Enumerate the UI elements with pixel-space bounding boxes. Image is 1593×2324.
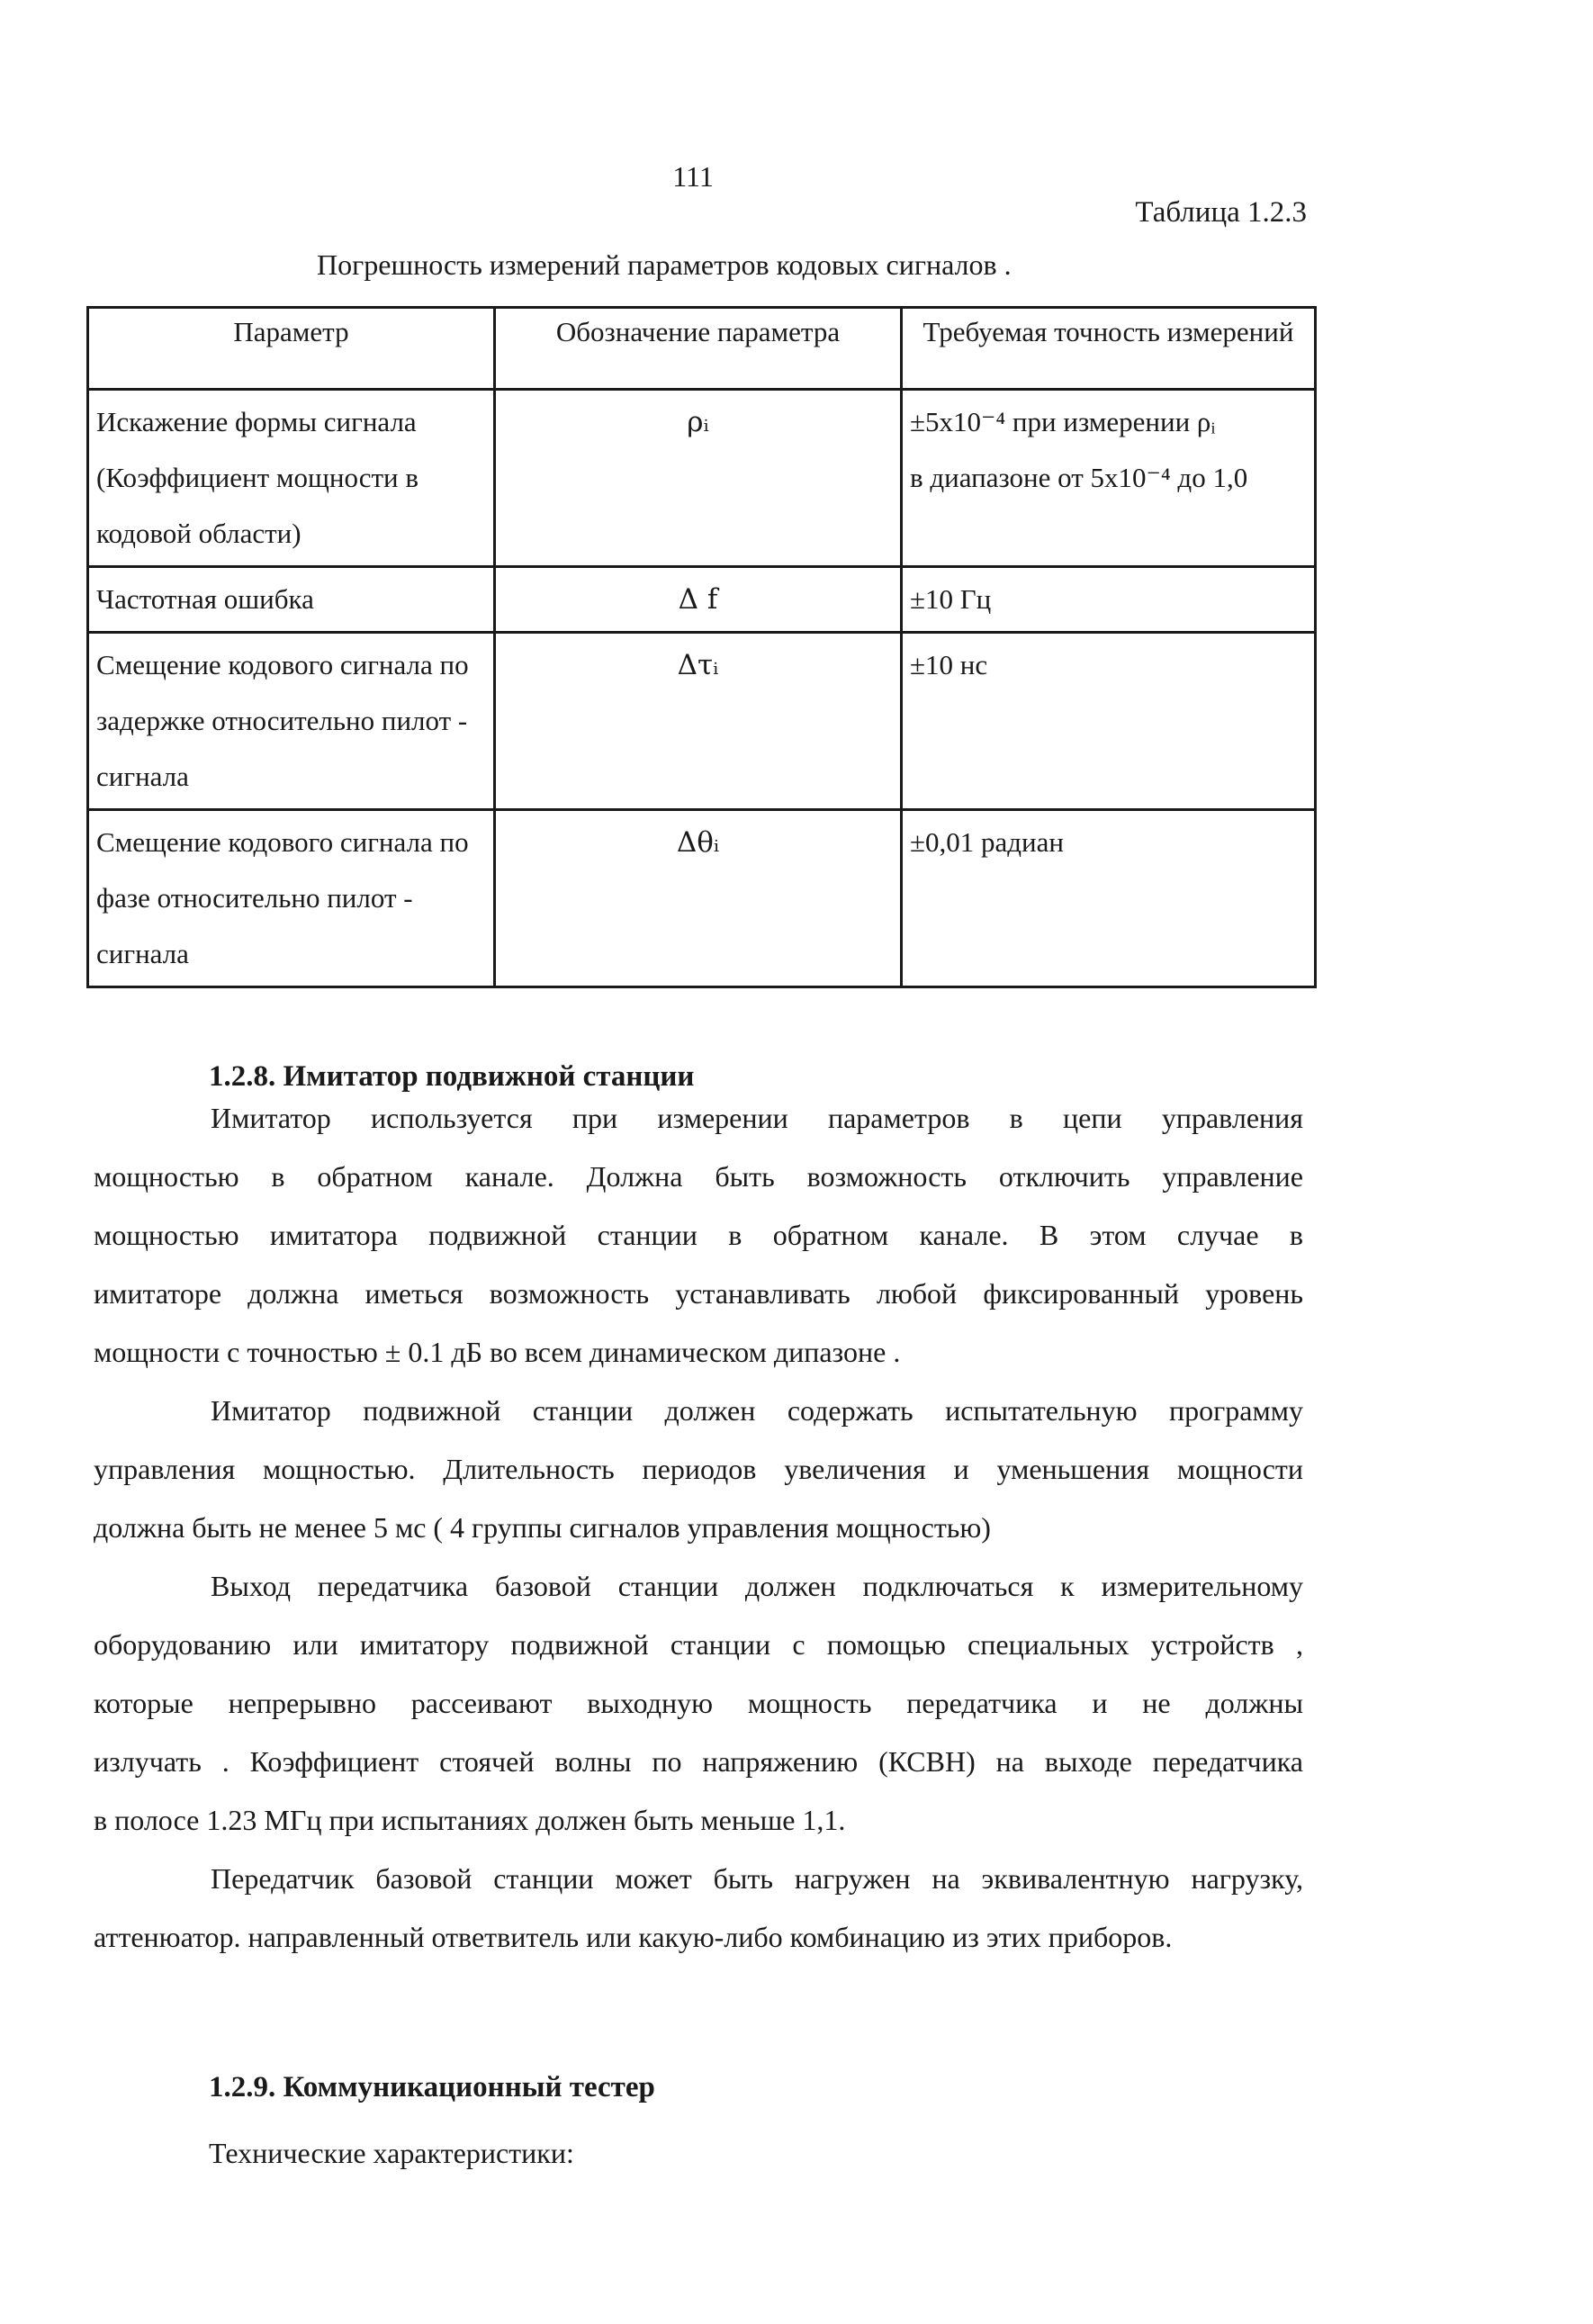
paragraph-line: управления мощностью. Длительность периодов увеличения и уменьшения мощности bbox=[94, 1453, 1303, 1485]
table-row bbox=[88, 810, 1316, 987]
accuracy-cell: ±0,01 радиан bbox=[902, 810, 1316, 987]
accuracy-cell: ±10 нс bbox=[902, 633, 1316, 810]
table-row bbox=[88, 633, 1316, 810]
param-cell: Смещение кодового сигнала по фазе относительно пилот - сигнала bbox=[88, 810, 495, 987]
table-caption: Погрешность измерений параметров кодовых сигналов . bbox=[317, 248, 1012, 281]
table-header-cell: Параметр bbox=[88, 308, 495, 390]
paragraph-line: должна быть не менее 5 мс ( 4 группы сигналов управления мощностью) bbox=[94, 1511, 991, 1544]
accuracy-line: в диапазоне от 5x10⁻⁴ до 1,0 bbox=[910, 462, 1248, 493]
paragraph-line: аттенюатор. направленный ответвитель или какую-либо комбинацию из этих приборов. bbox=[94, 1921, 1173, 1953]
paragraph-line: имитаторе должна иметься возможность устанавливать любой фиксированный уровень bbox=[94, 1277, 1303, 1310]
paragraph-line: мощностью в обратном канале. Должна быть возможность отключить управление bbox=[94, 1160, 1303, 1193]
table-header-cell: Требуемая точность измерений bbox=[902, 308, 1316, 390]
paragraph-line: мощностью имитатора подвижной станции в обратном канале. В этом случае в bbox=[94, 1219, 1303, 1251]
paragraph-line: Технические характеристики: bbox=[209, 2137, 574, 2169]
paragraph-line: Передатчик базовой станции может быть нагружен на эквивалентную нагрузку, bbox=[211, 1862, 1303, 1895]
param-cell: Частотная ошибка bbox=[88, 567, 495, 633]
paragraph bbox=[94, 1089, 1303, 1382]
paragraph bbox=[94, 1557, 1303, 1850]
paragraph-line: излучать . Коэффициент стоячей волны по напряжению (КСВН) на выходе передатчика bbox=[94, 1745, 1303, 1778]
paragraph-line: Имитатор используется при измерении параметров в цепи управления bbox=[211, 1102, 1303, 1134]
section-title-1-2-8: 1.2.8. Имитатор подвижной станции bbox=[209, 1060, 695, 1093]
accuracy-cell bbox=[902, 390, 1316, 567]
paragraph bbox=[209, 2124, 1019, 2183]
param-cell: Смещение кодового сигнала по задержке относительно пилот - сигнала bbox=[88, 633, 495, 810]
paragraph-line: в полосе 1.23 МГц при испытаниях должен быть меньше 1,1. bbox=[94, 1804, 846, 1836]
symbol-cell: ρᵢ bbox=[495, 390, 902, 567]
paragraph-line: которые непрерывно рассеивают выходную мощность передатчика и не должны bbox=[94, 1687, 1303, 1719]
paragraph bbox=[94, 1382, 1303, 1557]
paragraph-line: Имитатор подвижной станции должен содержать испытательную программу bbox=[211, 1394, 1303, 1427]
symbol-cell: Δτᵢ bbox=[495, 633, 902, 810]
accuracy-line: ±5x10⁻⁴ при измерении ρᵢ bbox=[910, 406, 1216, 437]
accuracy-cell: ±10 Гц bbox=[902, 567, 1316, 633]
paragraph bbox=[94, 1850, 1303, 1967]
symbol-cell: Δθᵢ bbox=[495, 810, 902, 987]
param-cell: Искажение формы сигнала (Коэффициент мощности в кодовой области) bbox=[88, 390, 495, 567]
paragraph-line: оборудованию или имитатору подвижной станции с помощью специальных устройств , bbox=[94, 1628, 1303, 1661]
page-number: 111 bbox=[672, 160, 714, 193]
table-row bbox=[88, 390, 1316, 567]
paragraph-line: Выход передатчика базовой станции должен подключаться к измерительному bbox=[211, 1570, 1303, 1602]
table-header-row bbox=[88, 308, 1316, 390]
symbol-cell: Δ f bbox=[495, 567, 902, 633]
accuracy-table bbox=[86, 306, 1317, 988]
section-title-1-2-9: 1.2.9. Коммуникационный тестер bbox=[209, 2071, 655, 2103]
table-row bbox=[88, 567, 1316, 633]
table-header-cell: Обозначение параметра bbox=[495, 308, 902, 390]
table-label: Таблица 1.2.3 bbox=[1135, 196, 1307, 229]
paragraph-line: мощности с точностью ± 0.1 дБ во всем динамическом дипазоне . bbox=[94, 1336, 901, 1368]
